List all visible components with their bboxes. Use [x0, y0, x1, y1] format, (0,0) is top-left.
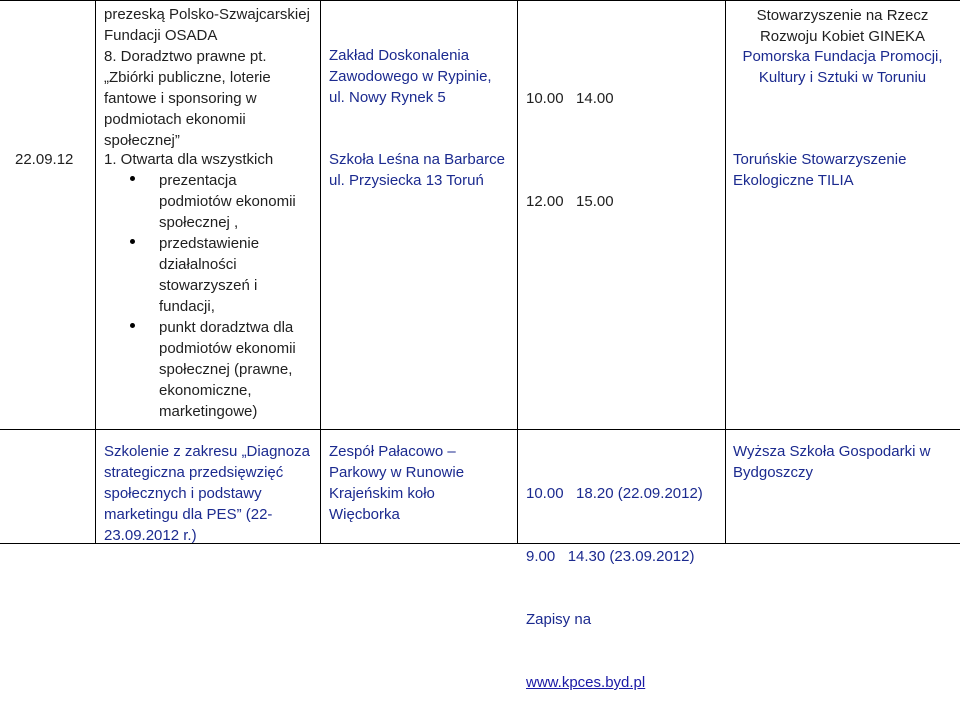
continued-line: Fundacji OSADA — [104, 27, 218, 44]
training-topic-line: 23.09.2012 r.) — [104, 527, 197, 544]
bullet-line: ekonomiczne, — [159, 382, 252, 399]
bullet-icon — [130, 323, 135, 328]
place-line: ul. Nowy Rynek 5 — [329, 89, 446, 106]
place-line: ul. Przysiecka 13 Toruń — [329, 172, 484, 189]
registration-label: Zapisy na — [526, 611, 592, 628]
registration-link[interactable]: www.kpces.byd.pl — [526, 674, 646, 691]
time-cell-a — [526, 46, 721, 130]
organizer-name: Wyższa Szkoła Gospodarki w — [733, 443, 931, 460]
grid-line-col2 — [320, 0, 321, 544]
bullet-line: podmiotów ekonomii — [159, 340, 296, 357]
place-line: Szkoła Leśna na Barbarce — [329, 151, 505, 168]
organizer-name: Stowarzyszenie na Rzecz — [756, 7, 929, 24]
organizer-name: Ekologiczne TILIA — [733, 172, 854, 189]
event-date: 22.09.12 — [15, 151, 74, 168]
organizer-name: Rozwoju Kobiet GINEKA — [759, 28, 926, 45]
bullet-line: marketingowe) — [159, 403, 258, 420]
bullet-icon — [130, 176, 135, 181]
place-cell-rypin — [329, 45, 514, 108]
time-cell-b — [526, 149, 721, 233]
training-topic-cell — [104, 441, 318, 546]
organizer-name: Toruńskie Stowarzyszenie — [733, 151, 907, 168]
organizer-name: Bydgoszczy — [733, 464, 814, 481]
list-item-8-text: fantowe i sponsoring w — [104, 90, 257, 107]
time-cell-training — [526, 441, 724, 714]
organizer-cell-wsg — [733, 441, 958, 483]
training-topic-line: społecznych i podstawy — [104, 485, 262, 502]
bullet-line: fundacji, — [159, 298, 215, 315]
list-item-8: 8. Doradztwo prawne pt. — [104, 48, 267, 65]
time-value: 12.00 15.00 — [526, 193, 614, 210]
bullet-item-doradztwo — [159, 317, 319, 422]
bullet-icon — [130, 239, 135, 244]
grid-line-row-top — [0, 0, 960, 1]
organizer-name: Kultury i Sztuki w Toruniu — [758, 69, 927, 86]
place-cell-torun — [329, 149, 519, 191]
bullet-line: społecznej , — [159, 214, 239, 231]
training-topic-line: strategiczna przedsięwzięć — [104, 464, 284, 481]
bullet-line: podmiotów ekonomii — [159, 193, 296, 210]
bullet-line: społecznej (prawne, — [159, 361, 293, 378]
date-cell — [15, 149, 95, 170]
place-line: Krajeńskim koło — [329, 485, 435, 502]
list-item-1-text: 1. Otwarta dla wszystkich — [104, 151, 274, 168]
organizer-name: Pomorska Fundacja Promocji, — [742, 48, 943, 65]
list-item-8-text: społecznej” — [104, 132, 180, 149]
list-item-8-text: podmiotach ekonomii — [104, 111, 246, 128]
list-item-1 — [104, 149, 316, 170]
grid-line-col1 — [95, 0, 96, 544]
bullet-line: przedstawienie — [159, 235, 260, 252]
time-line: 9.00 14.30 (23.09.2012) — [526, 548, 695, 565]
grid-line-col3 — [517, 0, 518, 544]
place-line: Parkowy w Runowie — [329, 464, 465, 481]
place-line: Więcborka — [329, 506, 400, 523]
topic-cell-upper — [104, 4, 316, 151]
bullet-line: działalności — [159, 256, 237, 273]
bullet-item-przedstawienie — [159, 233, 319, 317]
bullet-item-prezentacja — [159, 170, 319, 233]
organizer-cell-tilia — [733, 149, 958, 191]
training-topic-line: marketingu dla PES” (22- — [104, 506, 273, 523]
bullet-line: punkt doradztwa dla — [159, 319, 294, 336]
place-line: Zespół Pałacowo – — [329, 443, 456, 460]
organizer-cell-gineka — [725, 5, 960, 47]
bullet-line: stowarzyszeń i — [159, 277, 258, 294]
bullet-line: prezentacja — [159, 172, 237, 189]
time-value: 10.00 14.00 — [526, 90, 614, 107]
grid-line-row1-bottom — [0, 429, 960, 430]
time-line: 10.00 18.20 (22.09.2012) — [526, 485, 703, 502]
place-cell-runowo — [329, 441, 514, 525]
organizer-cell-pomorska — [725, 46, 960, 88]
place-line: Zawodowego w Rypinie, — [329, 68, 492, 85]
place-line: Zakład Doskonalenia — [329, 47, 470, 64]
list-item-8-text: „Zbiórki publiczne, loterie — [104, 69, 271, 86]
continued-line: prezeską Polsko-Szwajcarskiej — [104, 6, 310, 23]
training-topic-line: Szkolenie z zakresu „Diagnoza — [104, 443, 310, 460]
